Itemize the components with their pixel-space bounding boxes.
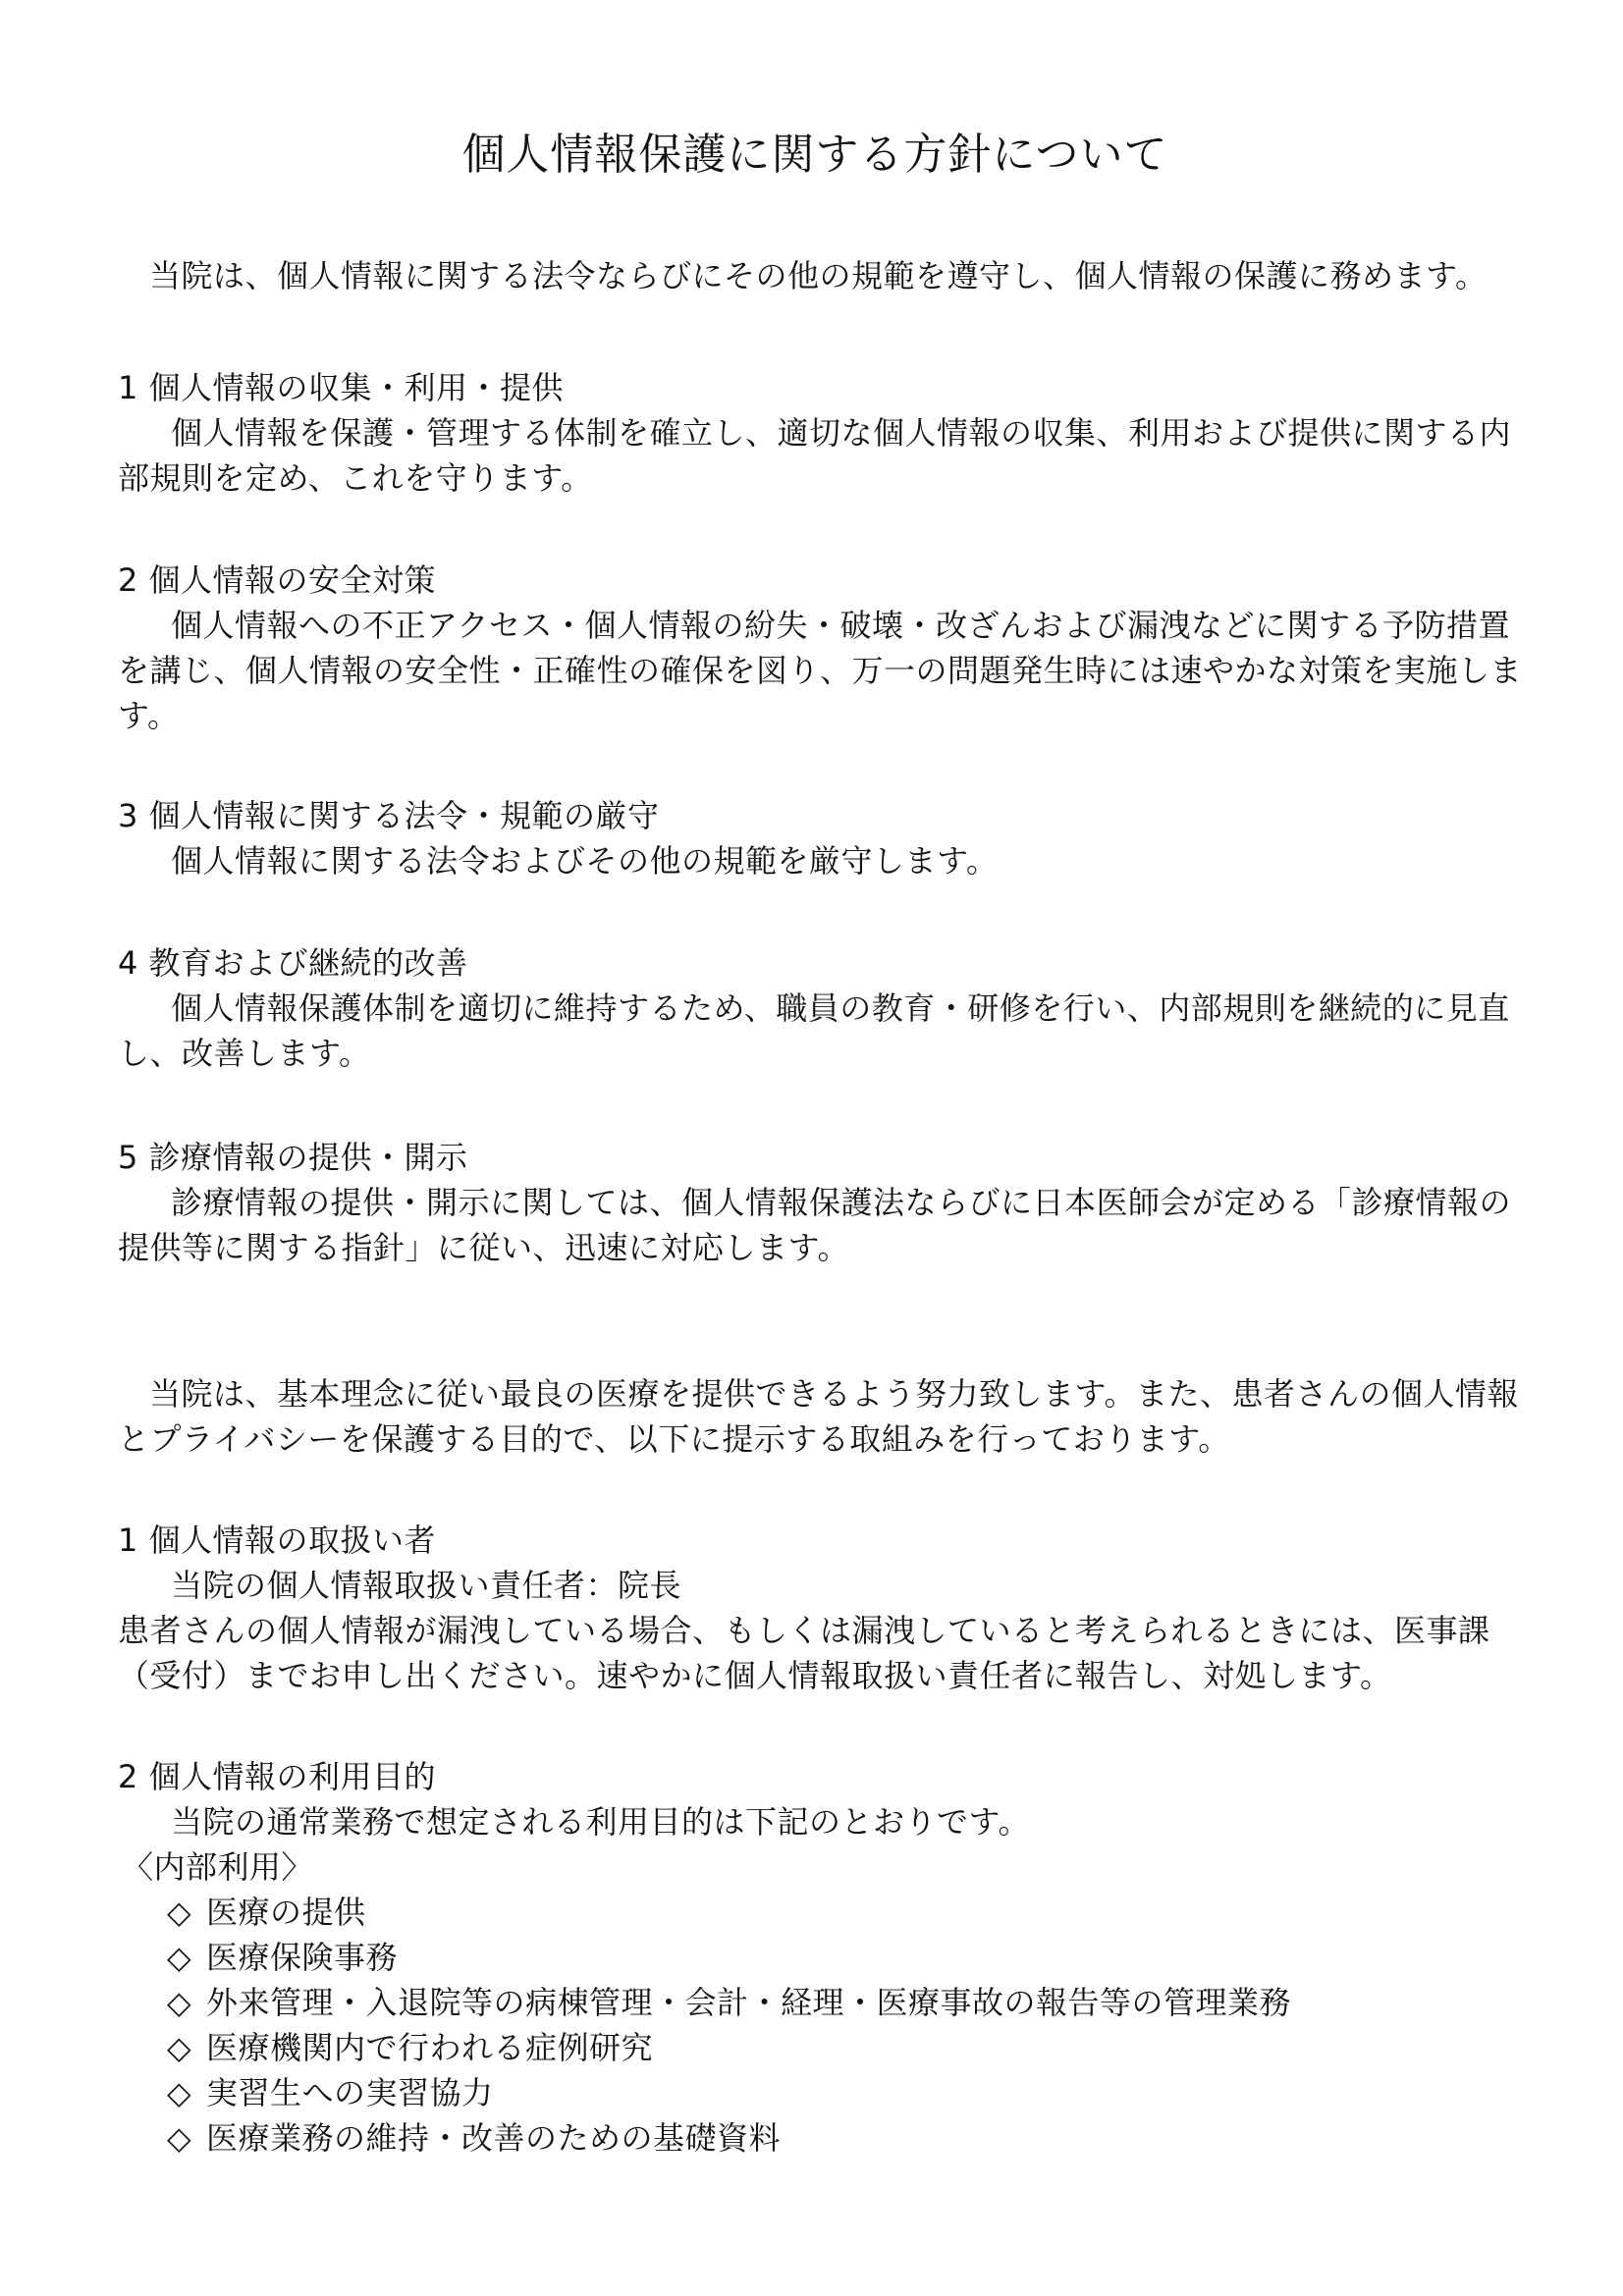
page-title: 個人情報保護に関する方針について [461,130,1168,180]
policy-heading: 3 個人情報に関する法令・規範の厳守 [118,797,660,834]
handling-section [118,1518,1522,1698]
policy-heading: 4 教育および継続的改善 [118,944,468,982]
handling-body: 当院の個人情報取扱い責任者：院長 [171,1567,682,1604]
list-item: ◇ 実習生への実習協力 [167,2070,1522,2115]
policy-body: 個人情報保護体制を適切に維持するため、職員の教育・研修を行い、内部規則を継続的に見直し、改善します。 [118,989,1510,1072]
diamond-icon: ◇ [167,2119,192,2157]
diamond-icon: ◇ [167,2074,192,2111]
handling-heading: 1 個人情報の取扱い者 [118,1522,437,1559]
policy-heading: 2 個人情報の安全対策 [118,561,437,599]
handling-note: 患者さんの個人情報が漏洩している場合、もしくは漏洩していると考えられるときには、医事課（受付）までお申し出ください。速やかに個人情報取扱い責任者に報告し、対処します。 [118,1612,1490,1694]
list-item: ◇ 医療の提供 [167,1890,1522,1935]
purpose-list [118,1890,1522,2161]
list-item: ◇ 医療保険事務 [167,1935,1522,1980]
policy-section-2 [118,558,1522,738]
list-item: ◇ 医療機関内で行われる症例研究 [167,2025,1522,2070]
internal-use-label: 〈内部利用〉 [122,1848,314,1886]
policy-section-3 [118,793,1522,883]
diamond-icon: ◇ [167,1939,192,1976]
policy-section-4 [118,940,1522,1076]
intro-paragraph-1: 当院は、個人情報に関する法令ならびにその他の規範を遵守し、個人情報の保護に務めます。 [149,257,1488,294]
policy-heading: 1 個人情報の収集・利用・提供 [118,369,565,406]
list-item: ◇ 医療業務の維持・改善のための基礎資料 [167,2115,1522,2161]
intro-paragraph-2: 当院は、基本理念に従い最良の医療を提供できるよう努力致します。また、患者さんの個人情報とプライバシーを保護する目的で、以下に提示する取組みを行っております。 [118,1375,1519,1458]
policy-section-5 [118,1135,1522,1270]
diamond-icon: ◇ [167,1894,192,1931]
list-item: ◇ 外来管理・入退院等の病棟管理・会計・経理・医療事故の報告等の管理業務 [167,1980,1522,2025]
policy-body: 個人情報に関する法令およびその他の規範を厳守します。 [171,842,999,880]
purpose-heading: 2 個人情報の利用目的 [118,1758,437,1795]
policy-heading: 5 診療情報の提供・開示 [118,1139,468,1176]
policy-body: 個人情報を保護・管理する体制を確立し、適切な個人情報の収集、利用および提供に関する内部規則を定め、これを守ります。 [118,414,1512,497]
purpose-body: 当院の通常業務で想定される利用目的は下記のとおりです。 [171,1803,1030,1841]
diamond-icon: ◇ [167,2029,192,2066]
purpose-section [118,1754,1522,2161]
policy-body: 個人情報への不正アクセス・個人情報の紛失・破壊・改ざんおよび漏洩などに関する予防措置を講じ、個人情報の安全性・正確性の確保を図り、万一の問題発生時には速やかな対策を実施します。 [118,607,1523,734]
diamond-icon: ◇ [167,1984,192,2021]
policy-section-1 [118,365,1522,501]
policy-body: 診療情報の提供・開示に関しては、個人情報保護法ならびに日本医師会が定める「診療情報の提供等に関する指針」に従い、迅速に対応します。 [118,1184,1512,1266]
